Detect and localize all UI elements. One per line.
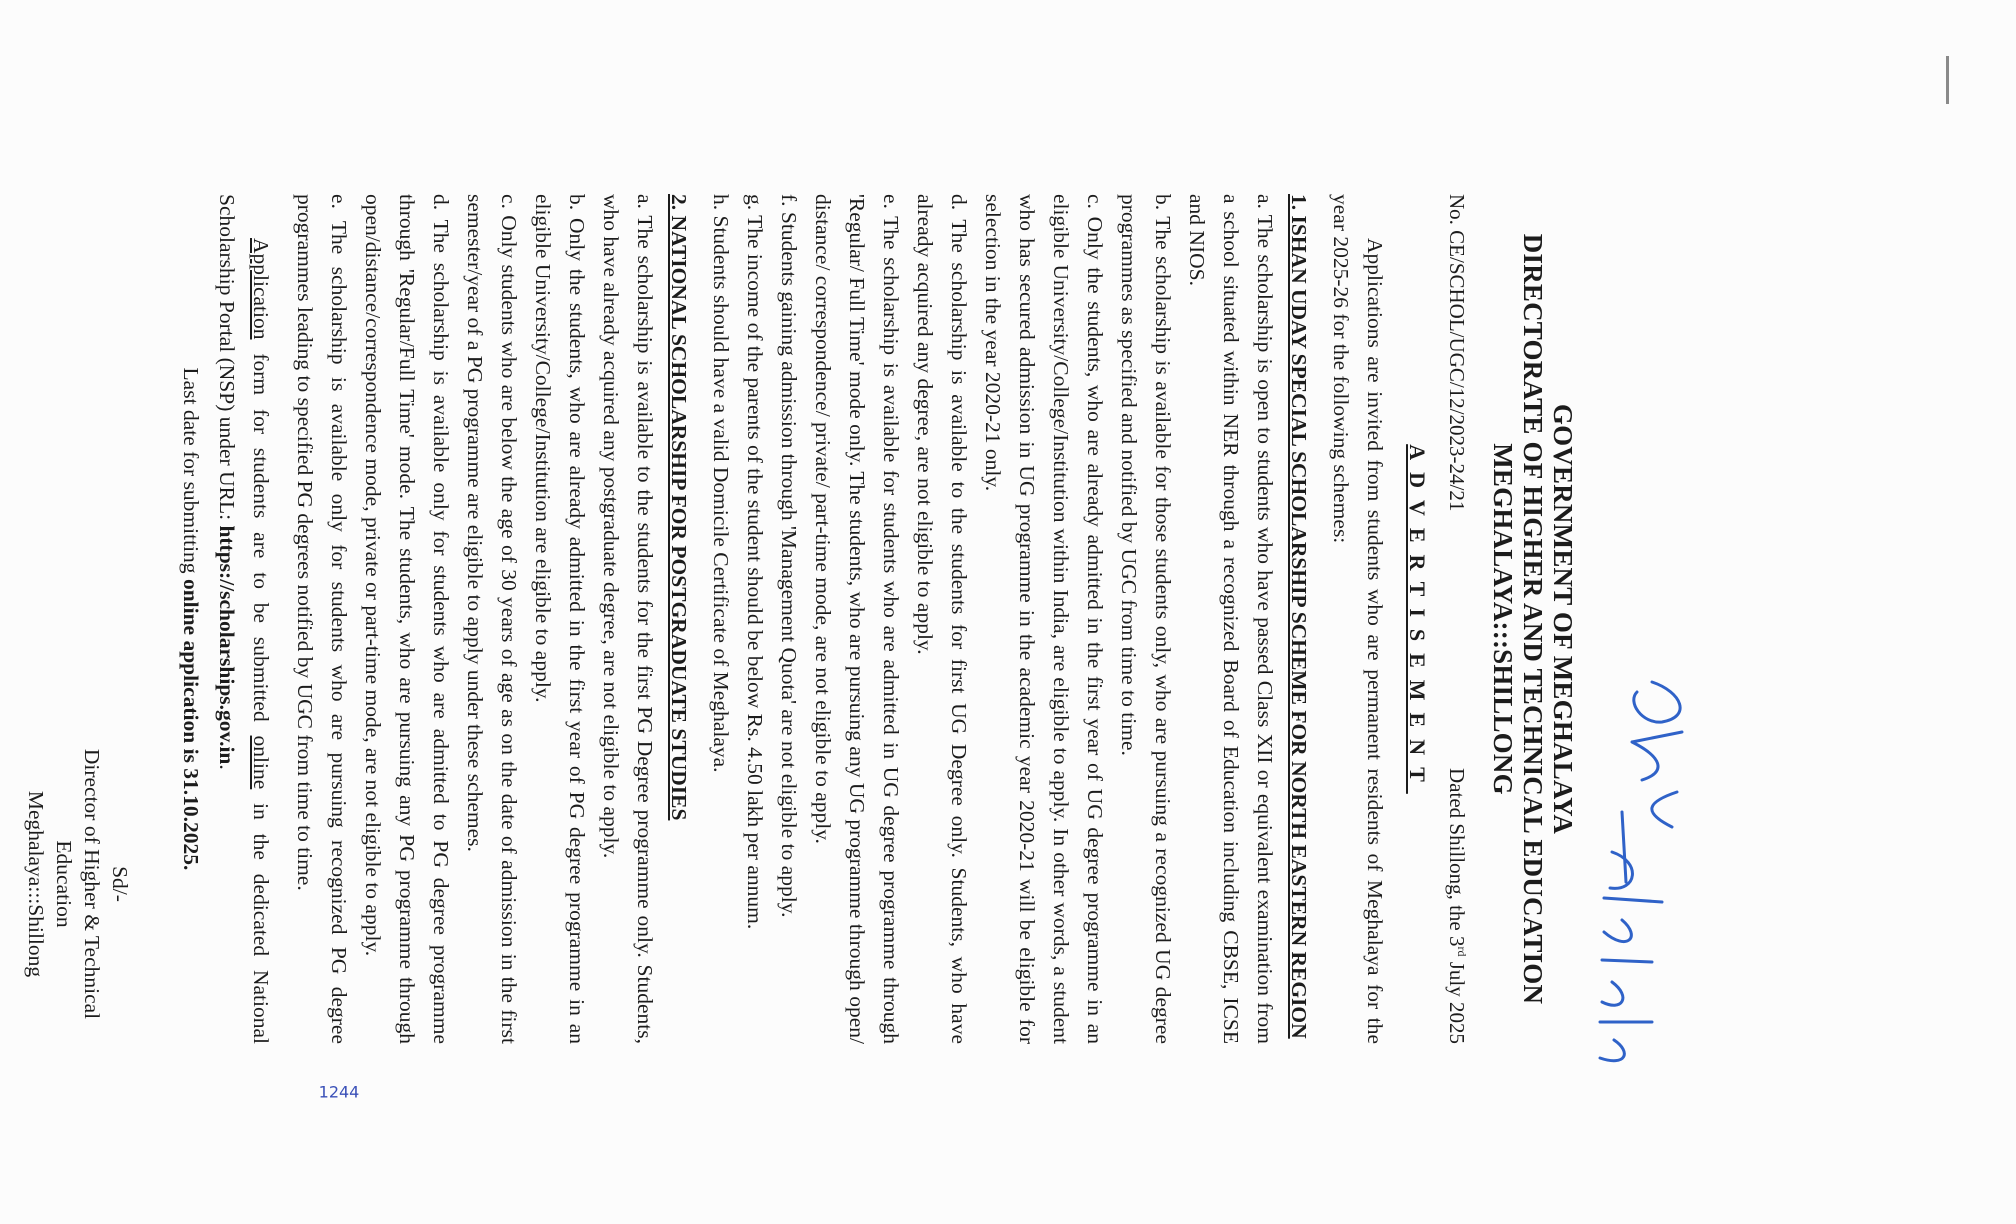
section2-item-d: d. The scholarship is available only for students who are admitted to PG degree programme through 'Regular/Full Time' mode. The students, who are pursuing any PG programme through open/distance/correspondence mode, private or part-time mode, are not eligible to apply.	[361, 194, 453, 1044]
section1-item-b: b. The scholarship is available for those students only, who are pursuing a recognized UG degree programmes as specified and notified by UGC from time to time.	[1117, 194, 1175, 1044]
section2-item-b: b. Only the students, who are already admitted in the first year of PG degree programme in an eligible University/College/Institution are eligible to apply.	[531, 194, 589, 1044]
reference-date: Dated Shillong, the 3rd July 2025	[1445, 768, 1469, 1044]
signature-sd: Sd/-	[108, 866, 132, 902]
last-date-line: Last date for submitting online application is 31.10.2025.	[179, 367, 203, 871]
signature-block	[22, 724, 134, 1044]
section1-item-a: a. The scholarship is open to students who have passed Class XII or equivalent examination from a school situated within NER through a recognized Board of Education including CBSE, ICSE and NIOS.	[1185, 194, 1277, 1044]
section1-title: 1. ISHAN UDAY SPECIAL SCHOLARSHIP SCHEME FOR NORTH EASTERN REGION	[1287, 194, 1311, 1039]
signature-title: Director of Higher & Technical Education	[52, 748, 104, 1020]
advertisement-page	[24, 82, 1728, 1142]
application-paragraph: Application form for students are to be submitted online in the dedicated National Scholarship Portal (NSP) under URL: https://scholarships.gov.in.	[215, 194, 273, 1044]
reference-row	[1440, 194, 1474, 1044]
reference-number: No. CE/SCHOL/UGC/12/2023-24/21	[1445, 194, 1469, 512]
section2-title: 2. NATIONAL SCHOLARSHIP FOR POSTGRADUATE STUDIES	[667, 194, 691, 821]
section1-item-d: d. The scholarship is available to the students for first UG Degree only. Students, who have already acquired any degree, are not eligible to apply.	[913, 194, 971, 1044]
intro-paragraph: Applications are invited from students who are permanent residents of Meghalaya for the year 2025-26 for the following schemes:	[1329, 194, 1387, 1044]
document-body	[22, 194, 1578, 1044]
section2-item-a: a. The scholarship is available to the students for the first PG Degree programme only. Students, who have already acquired any postgraduate degree, are not eligible to apply.	[599, 194, 657, 1044]
header-government: GOVERNMENT OF MEGHALAYA	[1548, 403, 1578, 835]
advertisement-title: ADVERTISEMENT	[1405, 444, 1430, 794]
header-location: MEGHALAYA:::SHILLONG	[1488, 443, 1518, 795]
section2-item-e: e. The scholarship is available only for students who are pursuing recognized PG degree programmes leading to specified PG degrees notified by UGC from time to time.	[293, 194, 351, 1044]
portal-url: https://scholarships.gov.in	[215, 525, 239, 765]
section1-item-h: h. Students should have a valid Domicile Certificate of Meghalaya.	[709, 194, 733, 773]
section2-item-c: c. Only students who are below the age of 30 years of age as on the date of admission in the first semester/year of a PG programme are eligible to apply under these schemes.	[463, 194, 521, 1044]
signature-place: Meghalaya:::Shillong	[24, 790, 48, 978]
section1-item-g: g. The income of the parents of the student should be below Rs. 4.50 lakh per annum.	[743, 194, 767, 930]
header-directorate: DIRECTORATE OF HIGHER AND TECHNICAL EDUCATION	[1518, 233, 1548, 1005]
section1-item-c: c. Only the students, who are already admitted in the first year of UG degree programme in an eligible University/College/Institution within India, are eligible to apply. In other words, a student who has secured admission in UG programme in the academic year 2020-21 will be eligible for selection in the year 2020-21 only.	[981, 194, 1107, 1044]
scan-edge-mark	[1946, 56, 1949, 104]
section1-item-e: e. The scholarship is available for students who are admitted in UG degree programme through 'Regular/ Full Time' mode only. The students, who are pursuing any UG programme through open/ distance/ correspondence/ private/ part-time mode, are not eligible to apply.	[811, 194, 903, 1044]
page-mark: 1244	[318, 1082, 360, 1102]
section1-item-f: f. Students gaining admission through 'Management Quota' are not eligible to apply.	[777, 194, 801, 918]
handwritten-annotation	[1572, 662, 1722, 1082]
